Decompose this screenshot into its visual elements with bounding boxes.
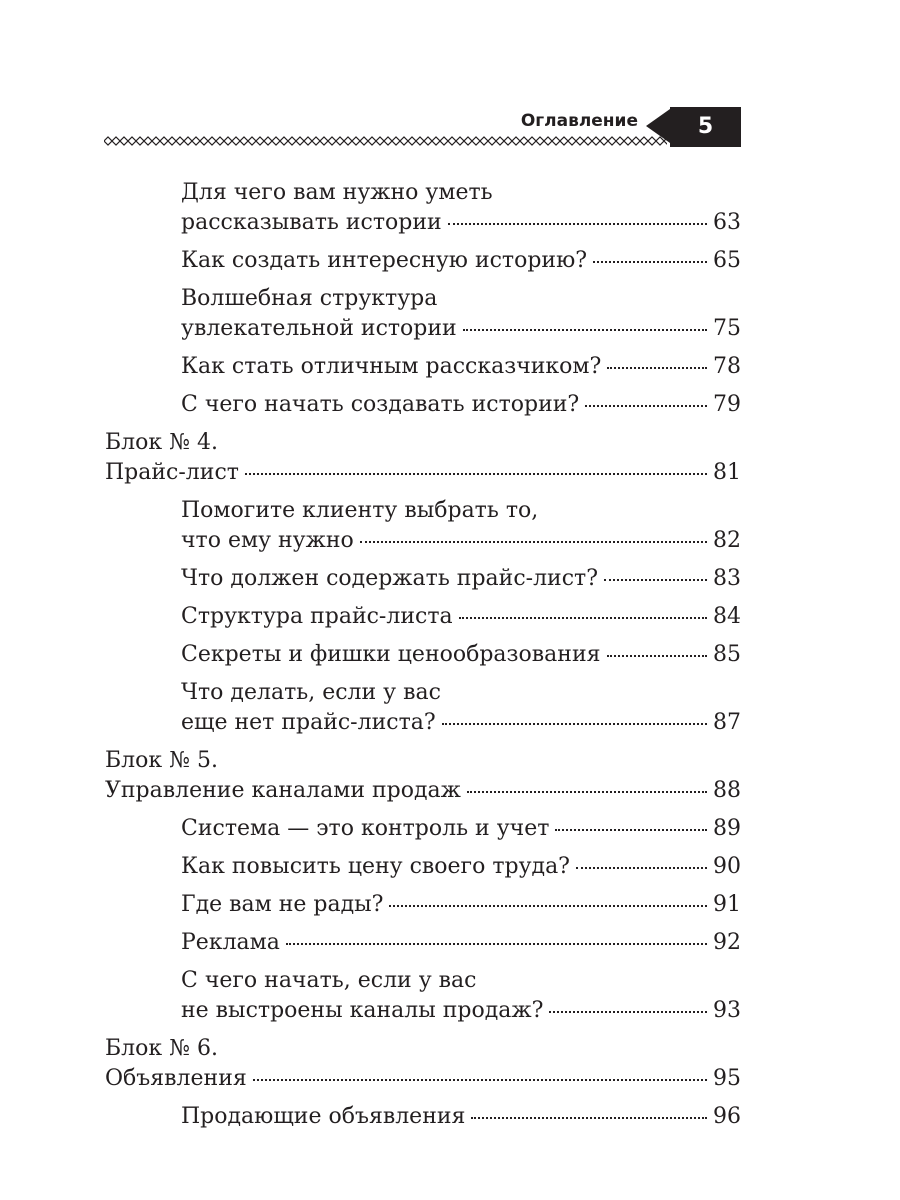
toc-entry-title: Структура прайс-листа <box>181 604 453 629</box>
toc-entry-title: Где вам не рады? <box>181 892 384 917</box>
toc-entry-line <box>181 246 741 276</box>
dot-leader <box>463 329 707 331</box>
toc-page-number: 91 <box>713 892 741 917</box>
toc-entry <box>105 966 741 1026</box>
toc-page-number: 96 <box>713 1104 741 1129</box>
dot-leader <box>607 655 708 657</box>
toc-page-number: 89 <box>713 816 741 841</box>
toc-page-number: 88 <box>713 778 741 803</box>
dot-leader <box>471 1117 707 1119</box>
toc-entry-title: С чего начать создавать истории? <box>181 392 580 417</box>
toc-entry-line <box>181 208 741 238</box>
toc-entry-line <box>105 1064 741 1094</box>
dot-leader <box>389 905 707 907</box>
toc-page-number: 90 <box>713 854 741 879</box>
dot-leader <box>448 223 707 225</box>
toc-page-number: 83 <box>713 566 741 591</box>
ornamental-rule <box>104 136 667 146</box>
toc-entry-first-line: Для чего вам нужно уметь <box>181 180 493 205</box>
toc-entry-line <box>181 1102 741 1132</box>
toc-entry <box>105 678 741 738</box>
toc-entry-line <box>181 314 741 344</box>
toc-entry-title: Как создать интересную историю? <box>181 248 588 273</box>
dot-leader <box>245 473 707 475</box>
running-header <box>104 107 741 147</box>
toc-entry <box>105 890 741 920</box>
toc-entry-line <box>181 928 741 958</box>
toc-entry-line <box>181 390 741 420</box>
toc-entry-title: рассказывать истории <box>181 210 442 235</box>
dot-leader <box>286 943 707 945</box>
dot-leader <box>459 617 707 619</box>
dot-leader <box>549 1011 707 1013</box>
toc-entry <box>105 640 741 670</box>
toc-entry <box>105 1102 741 1132</box>
section-title: Оглавление <box>520 111 638 131</box>
dot-leader <box>593 261 707 263</box>
toc-entry <box>105 814 741 844</box>
toc-page-number: 81 <box>713 460 741 485</box>
toc-entry-line <box>181 564 741 594</box>
toc-page-number: 93 <box>713 998 741 1023</box>
toc-entry-title: Управление каналами продаж <box>105 778 461 803</box>
toc-page-number: 79 <box>713 392 741 417</box>
toc-section-entry <box>105 1034 741 1094</box>
dot-leader <box>576 867 707 869</box>
dot-leader <box>442 723 707 725</box>
dot-leader <box>607 367 707 369</box>
toc-entry-line <box>181 814 741 844</box>
toc-entry <box>105 602 741 632</box>
toc-entry-title: что ему нужно <box>181 528 354 553</box>
toc-entry-title: Как повысить цену своего труда? <box>181 854 570 879</box>
toc-entry-title: Реклама <box>181 930 280 955</box>
toc-entry-line <box>181 996 741 1026</box>
toc-entry-first-line: Помогите клиенту выбрать то, <box>181 498 539 523</box>
block-label: Блок № 6. <box>105 1036 218 1061</box>
toc-entry-title: не выстроены каналы продаж? <box>181 998 544 1023</box>
toc-entry-title: Прайс-лист <box>105 460 239 485</box>
toc-entry-title: Как стать отличным рассказчиком? <box>181 354 602 379</box>
toc-entry-title: Объявления <box>105 1066 247 1091</box>
toc-entry-first-line: С чего начать, если у вас <box>181 968 477 993</box>
toc-page-number: 75 <box>713 316 741 341</box>
toc-page-number: 78 <box>713 354 741 379</box>
toc-entry-title: Продающие объявления <box>181 1104 466 1129</box>
dot-leader <box>360 541 707 543</box>
toc-entry-line <box>181 602 741 632</box>
toc-page-number: 95 <box>713 1066 741 1091</box>
toc-entry-line <box>181 708 741 738</box>
toc-entry-title: Секреты и фишки ценообразования <box>181 642 601 667</box>
toc-section-entry <box>105 746 741 806</box>
toc-entry <box>105 178 741 238</box>
toc-entry-title: Что должен содержать прайс-лист? <box>181 566 599 591</box>
dot-leader <box>253 1079 707 1081</box>
toc-entry-title: еще нет прайс-листа? <box>181 710 436 735</box>
toc-page-number: 84 <box>713 604 741 629</box>
toc-entry-line <box>105 458 741 488</box>
dot-leader <box>467 791 707 793</box>
toc-entry-line <box>181 640 741 670</box>
page-number: 5 <box>670 107 741 147</box>
toc-entry <box>105 564 741 594</box>
dot-leader <box>555 829 707 831</box>
toc-entry <box>105 928 741 958</box>
block-label: Блок № 5. <box>105 748 218 773</box>
toc-entry <box>105 496 741 556</box>
toc-entry-title: увлекательной истории <box>181 316 457 341</box>
toc-entry-line <box>181 890 741 920</box>
toc-entry <box>105 390 741 420</box>
toc-entry-line <box>181 526 741 556</box>
toc-entry-line <box>181 852 741 882</box>
block-label: Блок № 4. <box>105 430 218 455</box>
toc-entry-title: Система — это контроль и учет <box>181 816 550 841</box>
toc-entry <box>105 246 741 276</box>
toc-page-number: 82 <box>713 528 741 553</box>
toc-section-entry <box>105 428 741 488</box>
toc-entry <box>105 284 741 344</box>
table-of-contents <box>105 178 741 1140</box>
toc-entry-line <box>105 776 741 806</box>
toc-entry <box>105 352 741 382</box>
toc-entry-first-line: Волшебная структура <box>181 286 438 311</box>
dot-leader <box>604 579 707 581</box>
toc-page-number: 65 <box>713 248 741 273</box>
toc-page-number: 85 <box>713 642 741 667</box>
toc-page-number: 87 <box>713 710 741 735</box>
toc-page-number: 92 <box>713 930 741 955</box>
toc-entry <box>105 852 741 882</box>
dot-leader <box>585 405 707 407</box>
toc-entry-line <box>181 352 741 382</box>
toc-entry-first-line: Что делать, если у вас <box>181 680 441 705</box>
toc-page-number: 63 <box>713 210 741 235</box>
